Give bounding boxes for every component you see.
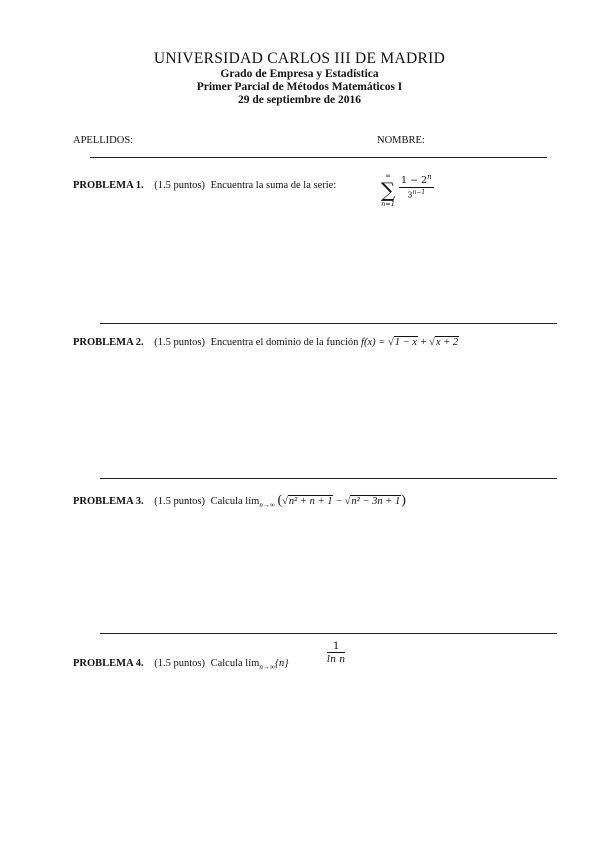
- exam-subtitle: Primer Parcial de Métodos Matemáticos I: [196, 81, 403, 93]
- exponent-numerator: 1: [327, 641, 345, 653]
- exam-date: 29 de septiembre de 2016: [237, 94, 362, 106]
- sqrt-symbol: √: [344, 496, 351, 507]
- root-a: 1 − x: [394, 337, 417, 348]
- minus-sign: −: [336, 496, 342, 507]
- separator-1: [100, 323, 557, 324]
- problem-4-exponent: [327, 641, 345, 665]
- problem-2: [73, 337, 459, 348]
- problem-1-summation: [378, 172, 398, 208]
- university-title: UNIVERSIDAD CARLOS III DE MADRID: [153, 50, 446, 67]
- problem-3-statement: Calcula: [210, 496, 243, 507]
- separator-3: [100, 633, 557, 634]
- name-line: [90, 157, 547, 158]
- problem-4: [73, 658, 288, 671]
- name-label: NOMBRE:: [377, 135, 425, 146]
- root-a: n² + n + 1: [288, 496, 333, 507]
- sqrt-symbol: √: [387, 337, 394, 348]
- sum-upper-limit: ∞: [385, 172, 391, 180]
- sqrt-symbol: √: [282, 496, 288, 507]
- fraction-denominator: $3^{n-1}$: [407, 189, 426, 200]
- sqrt-symbol: √: [429, 337, 435, 348]
- problem-3: [73, 493, 406, 509]
- root-b: x + 2: [435, 337, 459, 348]
- degree-subtitle: Grado de Empresa y Estadística: [220, 68, 379, 80]
- limit-operator: lím$_{n\to\infty}$: [245, 496, 275, 510]
- function-lhs: f(x) =: [361, 337, 386, 348]
- surname-label: APELLIDOS:: [73, 135, 134, 146]
- limit-operator: lím$_{n\to\infty}$: [245, 658, 275, 672]
- separator-2: [100, 478, 557, 479]
- problem-4-title: PROBLEMA 4.: [73, 658, 144, 669]
- problem-3-title: PROBLEMA 3.: [73, 496, 144, 507]
- problem-1-points: (1.5 puntos): [154, 180, 205, 191]
- problem-2-statement: Encuentra el dominio de la función: [210, 337, 359, 348]
- open-paren: (: [277, 493, 283, 508]
- plus-sign: +: [420, 337, 427, 348]
- limit-base: {n}: [274, 658, 289, 669]
- problem-3-points: (1.5 puntos): [154, 496, 205, 507]
- root-b: n² − 3n + 1: [351, 496, 401, 507]
- problem-1-statement: Encuentra la suma de la serie:: [210, 180, 337, 191]
- problem-2-title: PROBLEMA 2.: [73, 337, 144, 348]
- problem-1-title: PROBLEMA 1.: [73, 180, 144, 191]
- problem-2-points: (1.5 puntos): [154, 337, 205, 348]
- problem-4-statement: Calcula: [210, 658, 243, 669]
- problem-1: [73, 180, 336, 191]
- exponent-denominator: ln n: [327, 654, 346, 665]
- sigma-symbol: ∑: [380, 178, 396, 202]
- close-paren: ): [401, 493, 406, 508]
- fraction-numerator: $1 - 2^n$: [401, 173, 432, 187]
- sum-lower-limit: n=1: [381, 200, 395, 208]
- problem-4-points: (1.5 puntos): [154, 658, 205, 669]
- problem-1-fraction: [399, 173, 434, 200]
